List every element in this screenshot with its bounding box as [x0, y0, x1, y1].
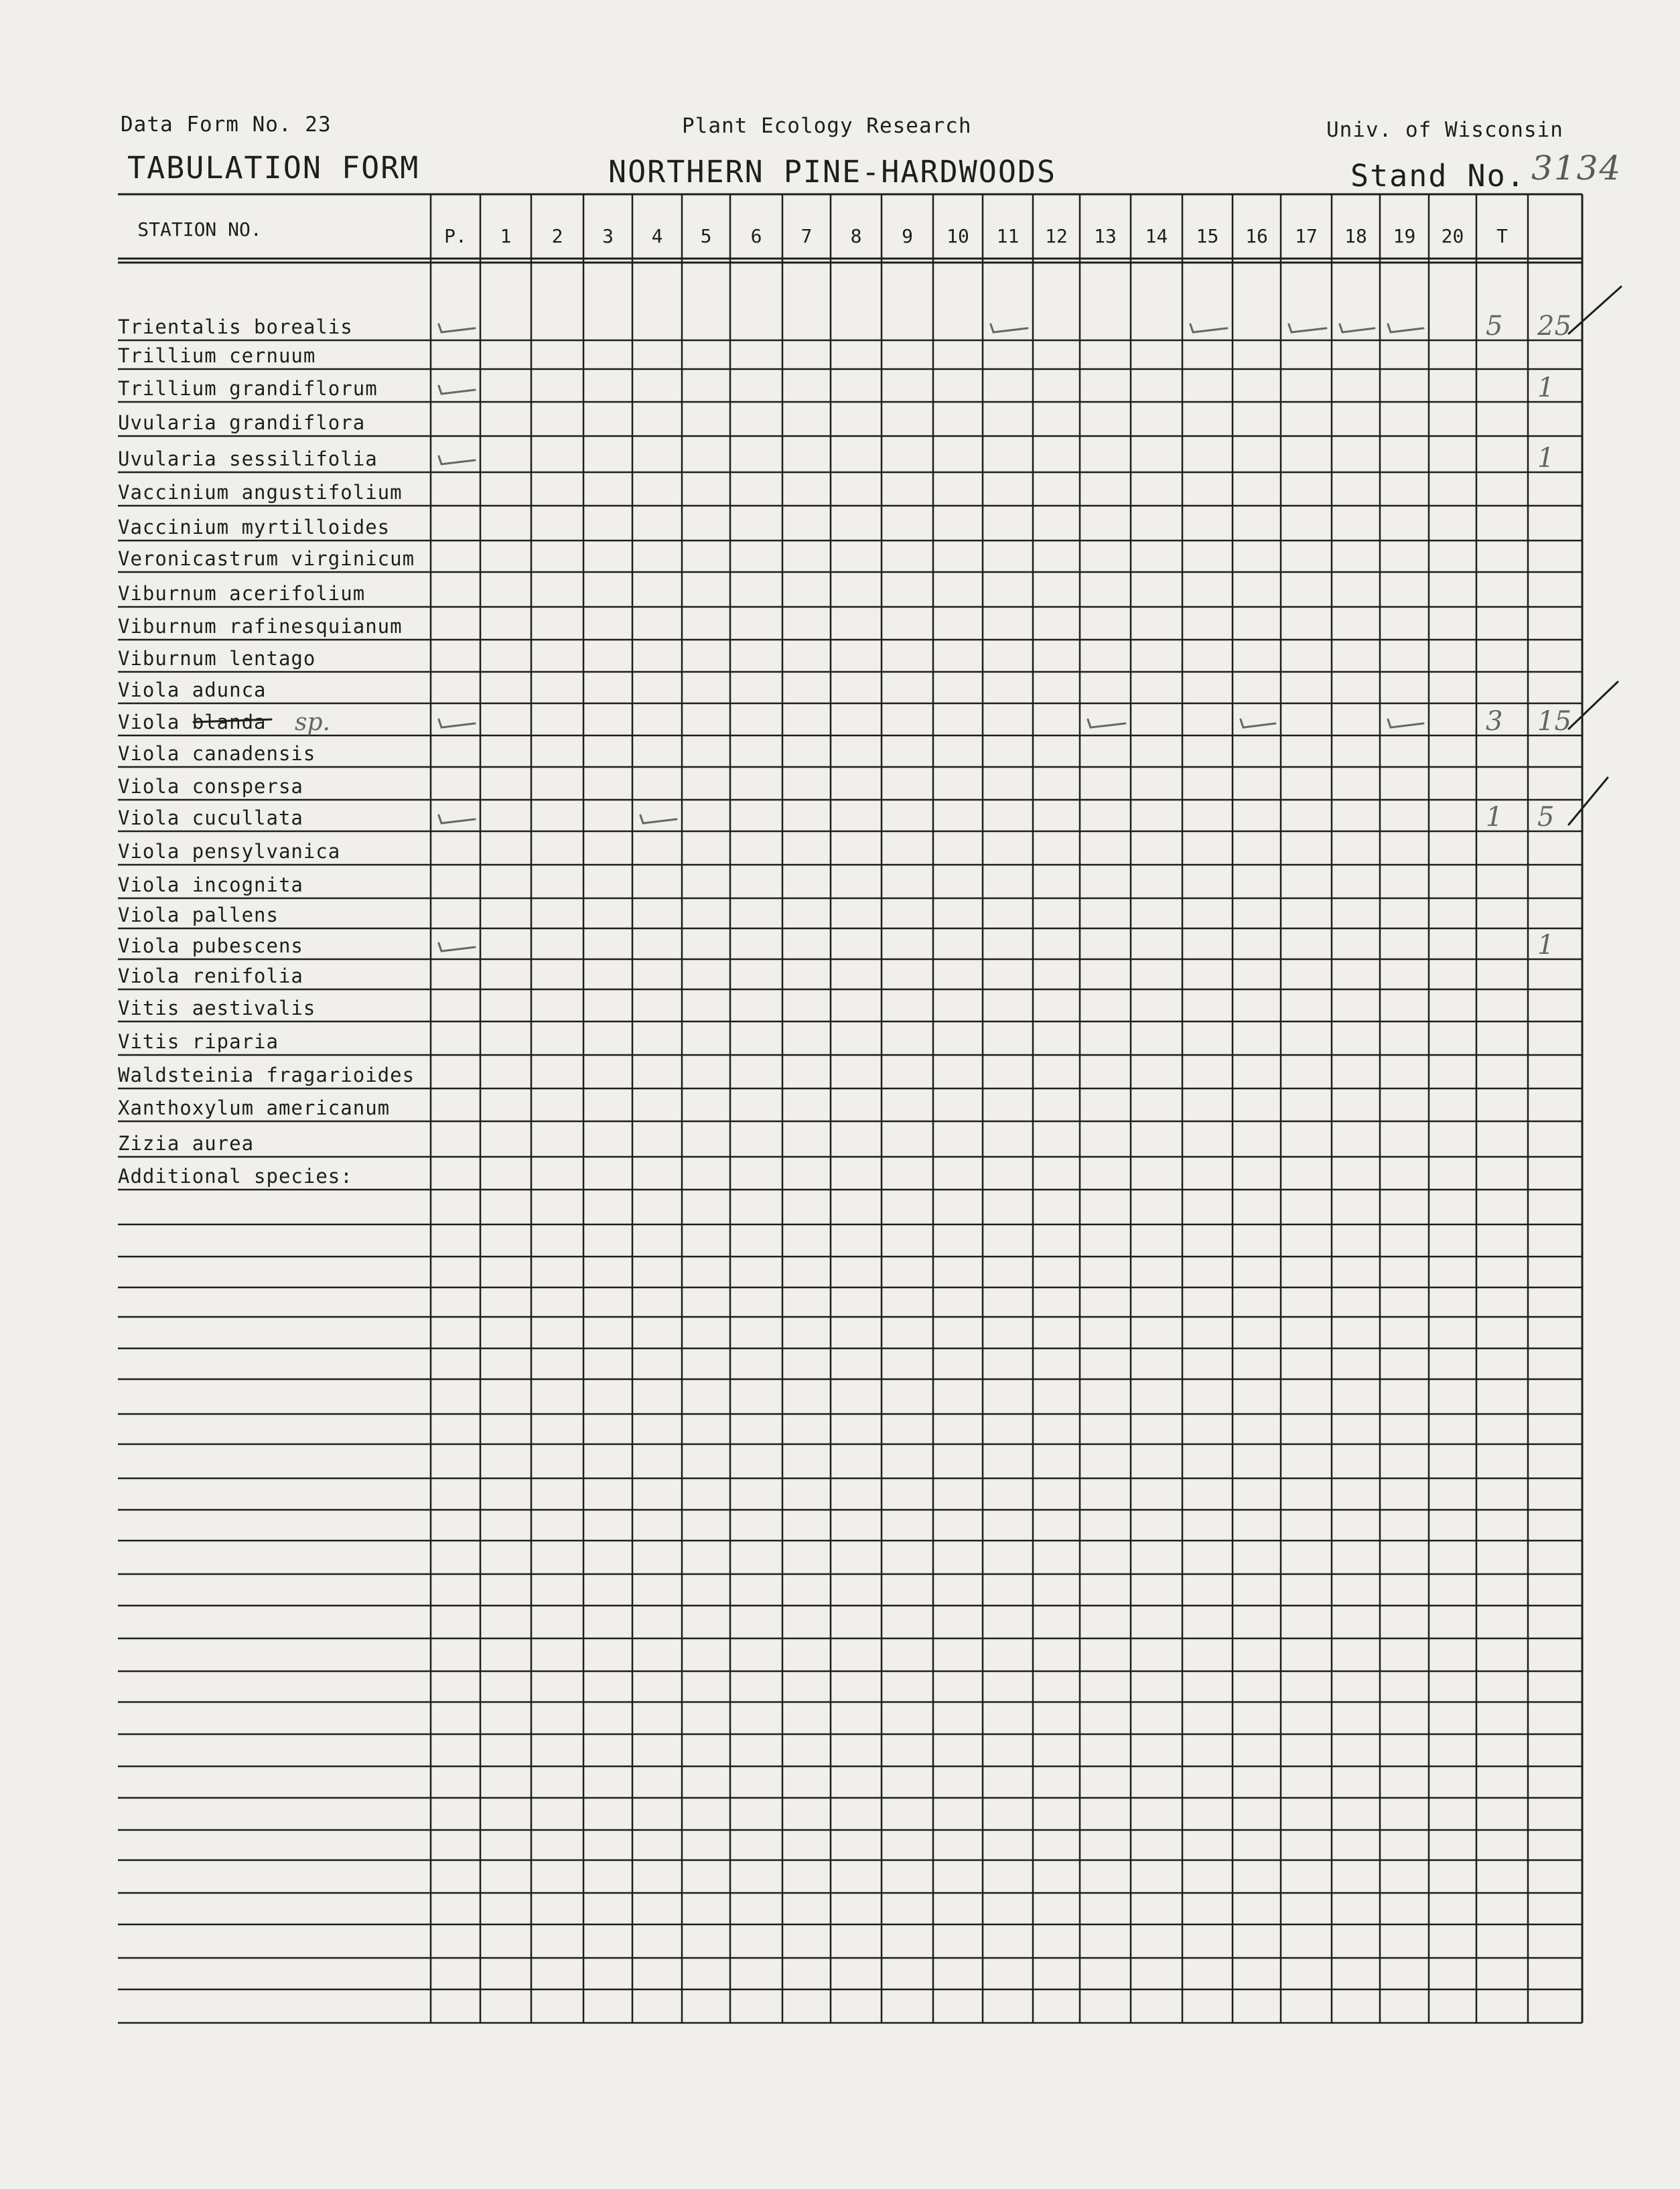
species-label: Viola pensylvanica — [118, 840, 341, 863]
check-mark — [439, 815, 475, 823]
column-header: 15 — [1196, 225, 1219, 247]
species-label: Viburnum rafinesquianum — [118, 615, 403, 638]
column-header: 17 — [1295, 225, 1318, 247]
column-header: 3 — [602, 225, 614, 247]
species-label: Vitis aestivalis — [118, 997, 316, 1019]
column-header: 19 — [1393, 225, 1416, 247]
handwritten-number: 3 — [1486, 706, 1503, 737]
community-title: NORTHERN PINE-HARDWOODS — [608, 154, 1057, 190]
species-label: Additional species: — [118, 1165, 353, 1188]
species-label: Vaccinium myrtilloides — [118, 516, 391, 539]
species-label: Zizia aurea — [118, 1132, 255, 1155]
column-header: 20 — [1441, 225, 1464, 247]
species-label: Uvularia grandiflora — [118, 411, 366, 434]
handwritten-number: 1 — [1537, 930, 1555, 961]
column-header: 13 — [1094, 225, 1117, 247]
species-label: Waldsteinia fragarioides — [118, 1064, 415, 1086]
species-label: Viola adunca — [118, 679, 267, 701]
species-label: Vaccinium angustifolium — [118, 481, 403, 504]
form-title: TABULATION FORM — [127, 150, 420, 186]
species-label: Viola incognita — [118, 873, 303, 896]
column-header: 5 — [700, 225, 712, 247]
species-label: Vitis riparia — [118, 1030, 279, 1053]
university-name: Univ. of Wisconsin — [1326, 118, 1563, 142]
column-header: 10 — [947, 225, 969, 247]
column-header: 6 — [750, 225, 762, 247]
column-header: 2 — [551, 225, 563, 247]
column-header: 4 — [651, 225, 663, 247]
species-label: Viola renifolia — [118, 965, 303, 987]
column-header: 12 — [1045, 225, 1068, 247]
tally-stroke — [1569, 287, 1621, 334]
form-number: Data Form No. 23 — [121, 113, 332, 137]
column-header: 16 — [1245, 225, 1268, 247]
species-label: Trientalis borealis — [118, 315, 353, 338]
stand-number-value: 3134 — [1531, 149, 1622, 188]
check-mark — [1388, 719, 1423, 727]
check-mark — [1241, 719, 1275, 727]
handwritten-number: 5 — [1486, 311, 1503, 342]
column-header: 18 — [1344, 225, 1367, 247]
column-header: T — [1496, 225, 1508, 247]
species-label: Viola conspersa — [118, 775, 303, 798]
handwritten-number: 15 — [1537, 706, 1571, 737]
species-label: Trillium cernuum — [118, 344, 316, 367]
species-label: Viola pallens — [118, 904, 279, 926]
check-mark — [439, 456, 475, 464]
check-mark — [991, 324, 1028, 332]
check-mark — [1088, 719, 1125, 727]
tally-stroke — [1569, 682, 1618, 729]
species-label: Veronicastrum virginicum — [118, 547, 415, 570]
species-label: Viola canadensis — [118, 742, 316, 765]
handwritten-number: 25 — [1537, 311, 1571, 342]
column-header: 11 — [996, 225, 1020, 247]
grid-columns — [431, 194, 1582, 2023]
handwritten-number: 1 — [1486, 802, 1503, 833]
species-label: Viola blanda — [118, 711, 267, 733]
handwritten-note: sp. — [295, 709, 330, 736]
column-header: P. — [444, 225, 467, 247]
check-mark — [439, 719, 475, 727]
check-mark — [1190, 324, 1227, 332]
column-header: 9 — [902, 225, 913, 247]
column-headers — [137, 218, 1508, 247]
column-header: 7 — [800, 225, 813, 247]
check-mark — [1289, 324, 1326, 332]
check-mark — [439, 386, 475, 394]
handwritten-number: 1 — [1537, 443, 1555, 474]
check-mark — [439, 324, 475, 332]
handwritten-number: 5 — [1537, 802, 1555, 833]
species-label: Uvularia sessilifolia — [118, 447, 378, 470]
pencil-check-marks — [439, 324, 1423, 951]
handwritten-number: 1 — [1537, 372, 1555, 403]
check-mark — [640, 815, 677, 823]
check-mark — [1340, 324, 1375, 332]
check-mark — [1388, 324, 1423, 332]
station-number-label: STATION NO. — [137, 218, 262, 240]
check-mark — [439, 943, 475, 951]
species-label: Viburnum acerifolium — [118, 582, 366, 605]
column-header: 14 — [1145, 225, 1168, 247]
column-header: 1 — [500, 225, 512, 247]
organization-name: Plant Ecology Research — [682, 114, 972, 138]
species-label: Trillium grandiflorum — [118, 377, 378, 400]
species-label: Viola cucullata — [118, 806, 303, 829]
species-label: Xanthoxylum americanum — [118, 1097, 391, 1119]
species-label: Viola pubescens — [118, 934, 303, 957]
stand-number-label: Stand No. — [1350, 158, 1526, 194]
pencil-annotations — [194, 287, 1621, 961]
species-list — [118, 315, 415, 1188]
column-header: 8 — [850, 225, 862, 247]
species-label: Viburnum lentago — [118, 647, 316, 670]
tally-stroke — [1569, 778, 1608, 825]
